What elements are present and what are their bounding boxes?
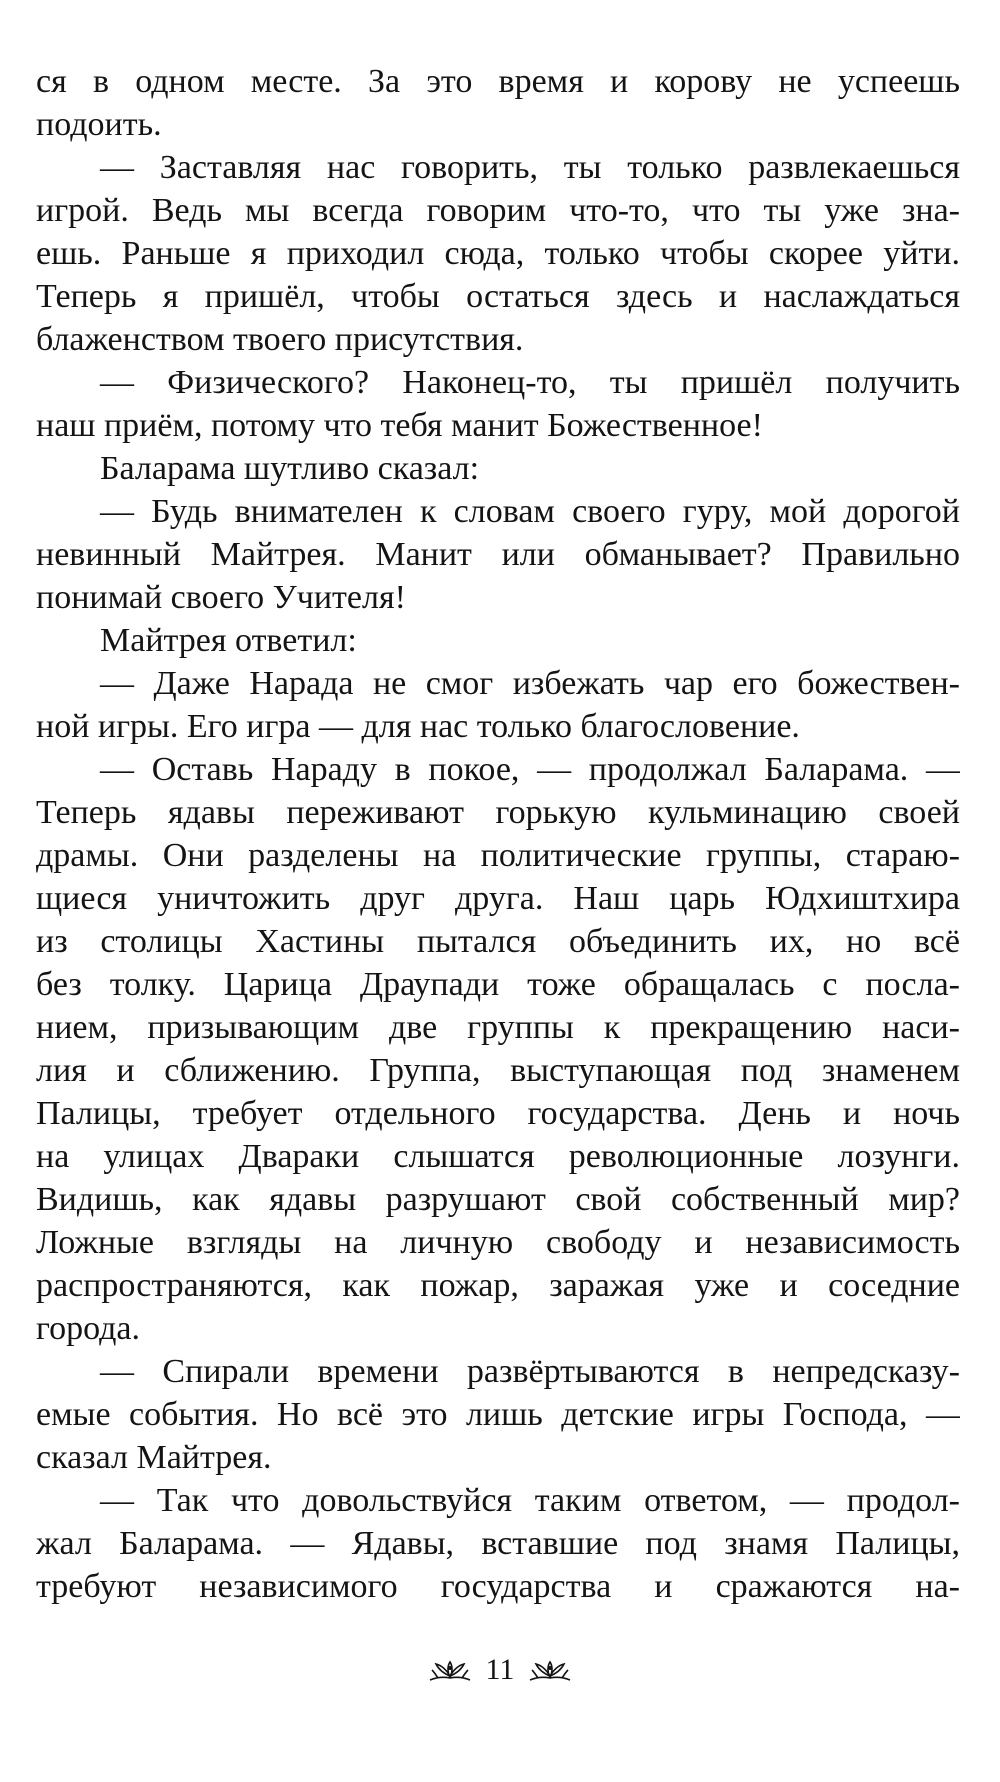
text-line: без толку. Царица Драупади тоже обращалась с посла- [36, 966, 960, 1003]
text-line: блаженством твоего присутствия. [36, 321, 524, 358]
text-line: невинный Майтрея. Манит или обманывает? Правильно [36, 536, 960, 573]
text-line: игрой. Ведь мы всегда говорим что-то, что ты уже зна- [36, 192, 960, 229]
page-footer [0, 1650, 1000, 1690]
floral-ornament-icon [528, 1658, 572, 1682]
text-line: понимай своего Учителя! [36, 579, 406, 616]
text-line: — Физического? Наконец-то, ты пришёл получить [100, 364, 960, 401]
page-text [36, 60, 960, 1608]
text-line: ешь. Раньше я приходил сюда, только чтобы скорее уйти. [36, 235, 960, 272]
page-number: 11 [485, 1653, 515, 1686]
text-line: — Заставляя нас говорить, ты только развлекаешься [100, 149, 960, 186]
text-line: — Так что довольствуйся таким ответом, — продол- [100, 1482, 960, 1519]
text-line: Ложные взгляды на личную свободу и независимость [36, 1224, 960, 1261]
text-line: — Даже Нарада не смог избежать чар его божествен- [100, 665, 960, 702]
text-line: Палицы, требует отдельного государства. День и ночь [36, 1095, 960, 1132]
text-line: жал Баларама. — Ядавы, вставшие под знамя Палицы, [36, 1525, 960, 1562]
text-line: подоить. [36, 106, 162, 143]
text-line: Майтрея ответил: [100, 622, 357, 659]
text-line: — Оставь Нараду в покое, — продолжал Баларама. — [100, 751, 960, 788]
text-line: Теперь ядавы переживают горькую кульминацию своей [36, 794, 960, 831]
text-line: щиеся уничтожить друг друга. Наш царь Юдхиштхира [36, 880, 960, 917]
text-line: Баларама шутливо сказал: [100, 450, 480, 487]
text-line: лия и сближению. Группа, выступающая под знаменем [36, 1052, 960, 1089]
text-line: драмы. Они разделены на политические группы, стараю- [36, 837, 960, 874]
text-line: сказал Майтрея. [36, 1439, 272, 1476]
text-line: ся в одном месте. За это время и корову не успеешь [36, 63, 960, 100]
floral-ornament-icon [428, 1658, 472, 1682]
text-line: емые события. Но всё это лишь детские игры Господа, — [36, 1396, 960, 1433]
text-line: Видишь, как ядавы разрушают свой собственный мир? [36, 1181, 960, 1218]
text-line: из столицы Хастины пытался объединить их, но всё [36, 923, 960, 960]
text-line: распространяются, как пожар, заражая уже и соседние [36, 1267, 960, 1304]
text-line: требуют независимого государства и сражаются на- [36, 1568, 960, 1605]
text-line: нием, призывающим две группы к прекращению наси- [36, 1009, 960, 1046]
text-line: на улицах Двараки слышатся революционные лозунги. [36, 1138, 960, 1175]
text-line: Теперь я пришёл, чтобы остаться здесь и наслаждаться [36, 278, 960, 315]
text-line: города. [36, 1310, 141, 1347]
text-line: ной игры. Его игра — для нас только благословение. [36, 708, 800, 745]
text-line: — Будь внимателен к словам своего гуру, мой дорогой [100, 493, 960, 530]
text-line: — Спирали времени развёртываются в непредсказу- [100, 1353, 960, 1390]
text-line: наш приём, потому что тебя манит Божественное! [36, 407, 763, 444]
